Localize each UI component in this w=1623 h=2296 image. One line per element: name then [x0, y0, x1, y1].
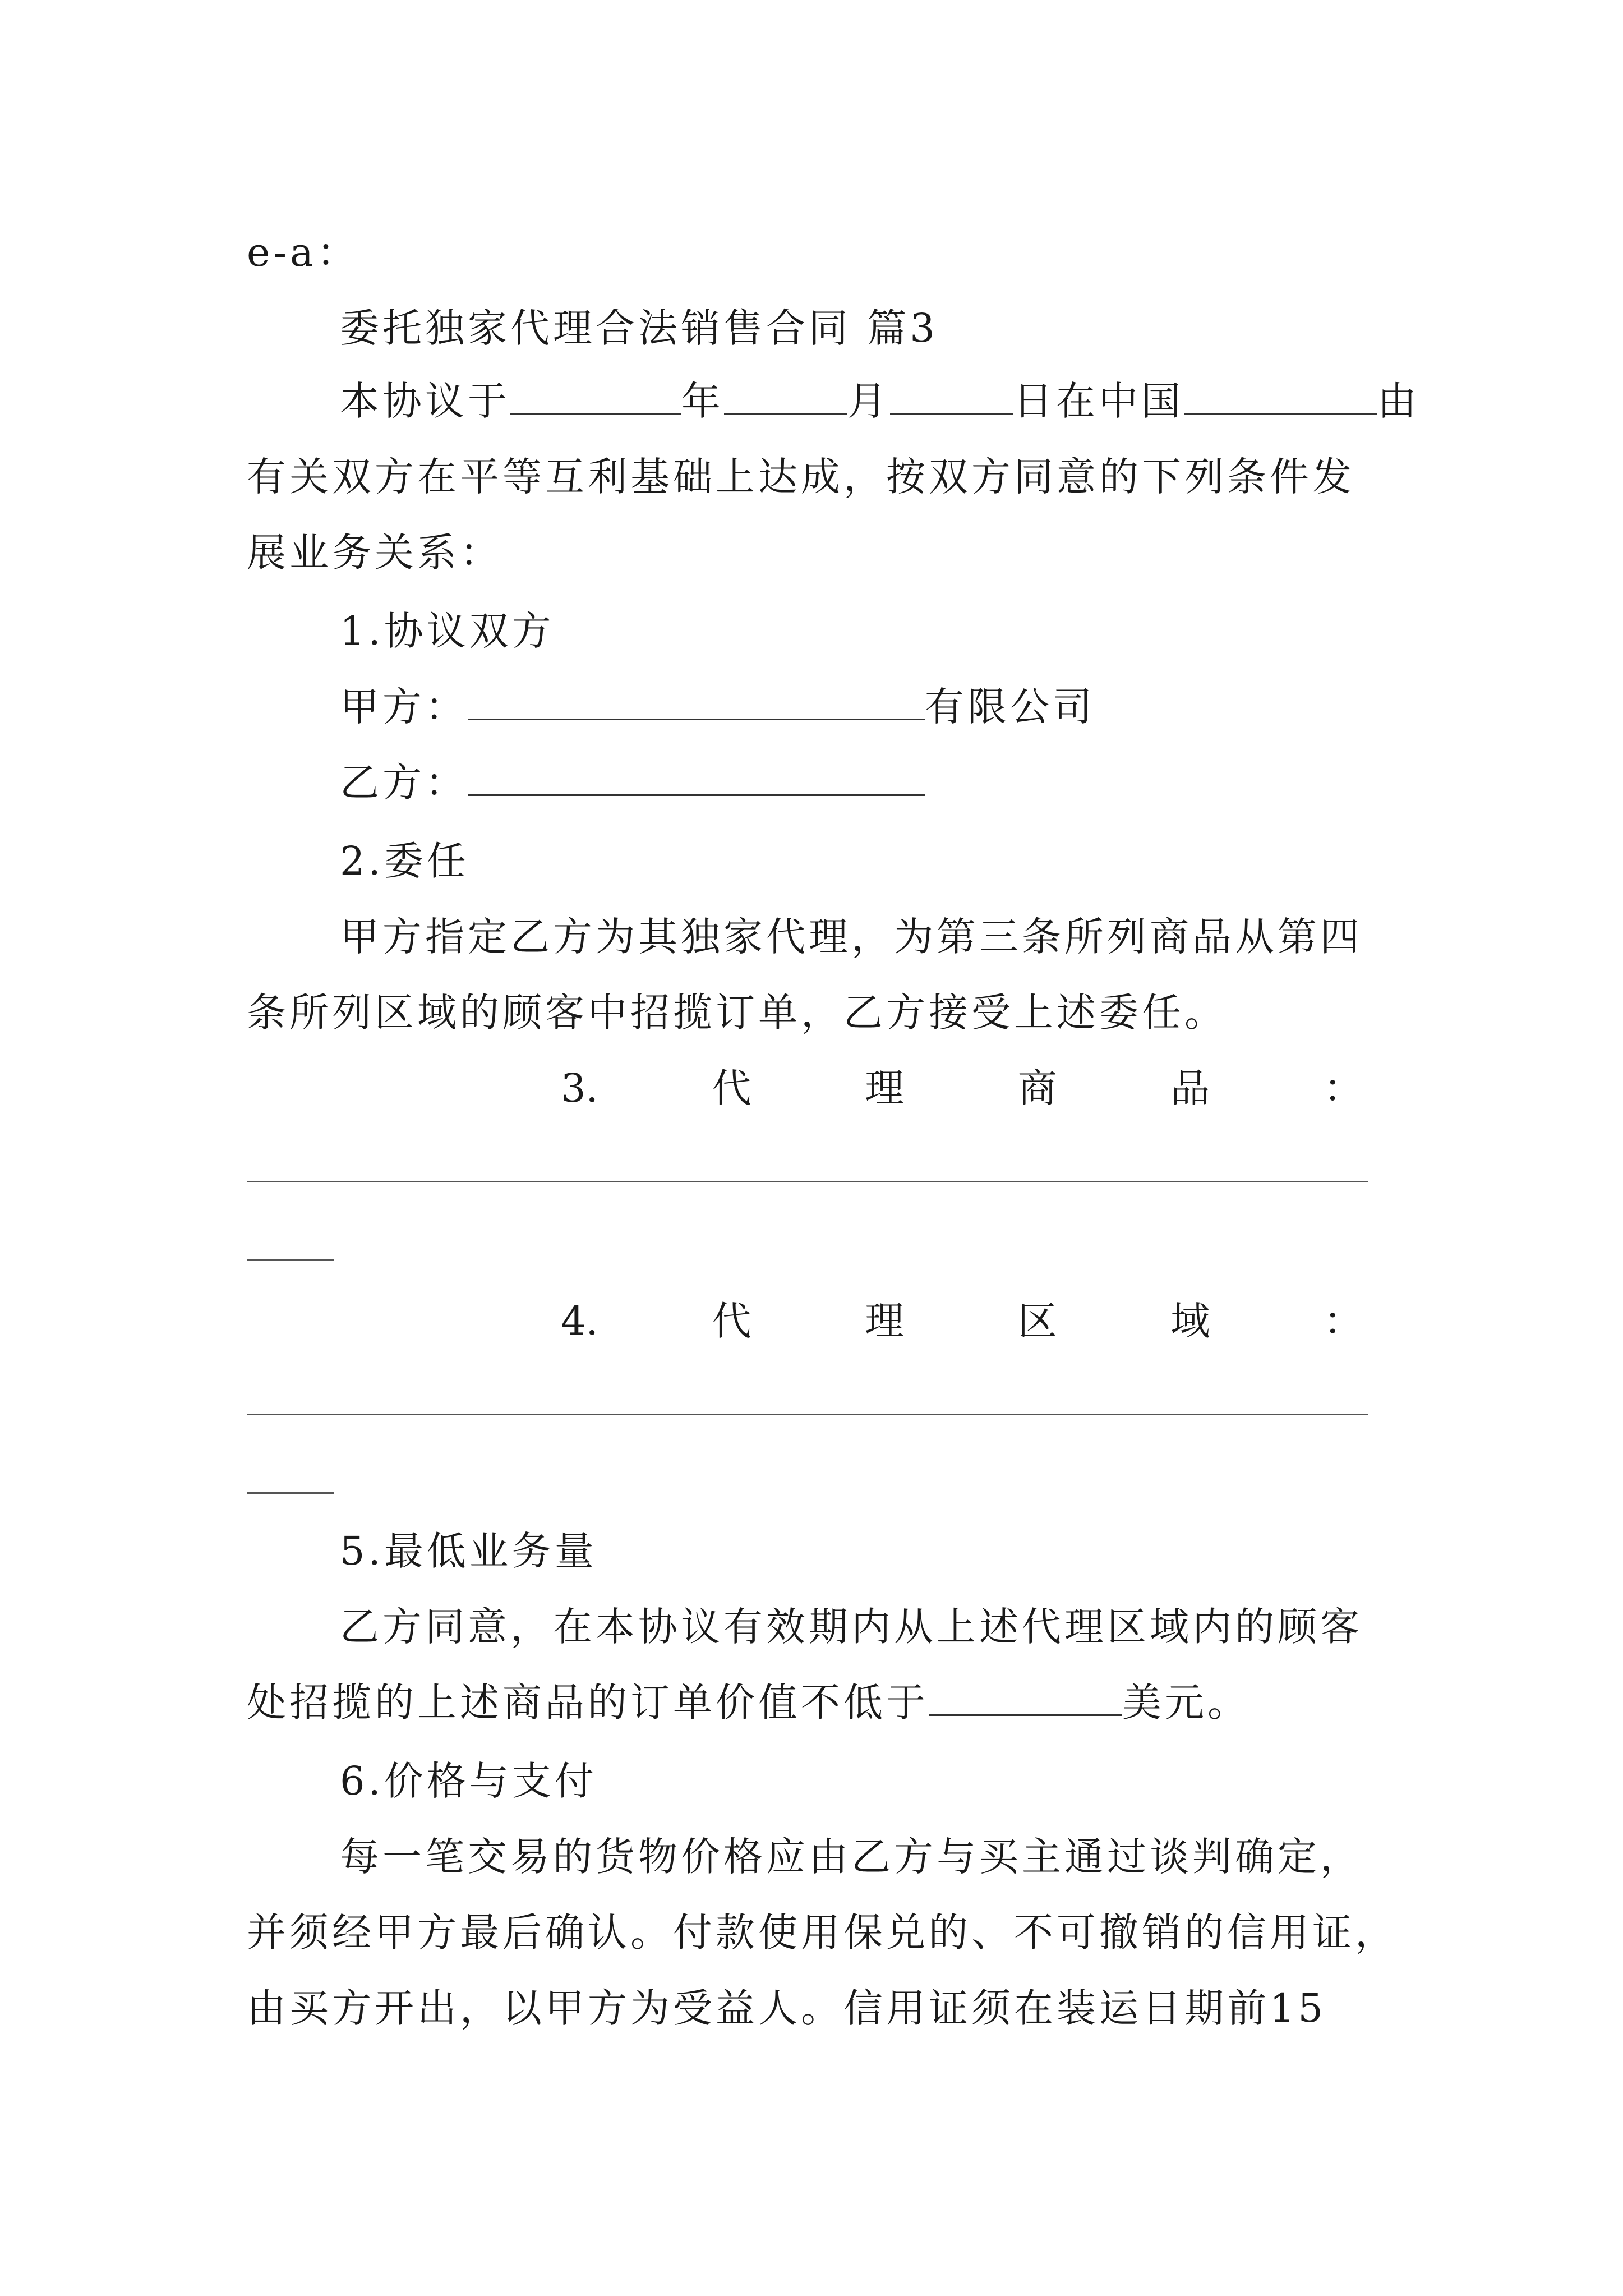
paragraph-line: 乙方同意，在本协议有效期内从上述代理区域内的顾客: [340, 1604, 1363, 1650]
paragraph-line: 甲方指定乙方为其独家代理，为第三条所列商品从第四: [340, 914, 1363, 960]
party-a-blank: [468, 679, 925, 720]
place-blank: [1184, 374, 1377, 415]
text-segment: 美元。: [1122, 1680, 1250, 1726]
heading-char: 理: [865, 1298, 905, 1344]
paragraph-line: 由买方开出，以甲方为受益人。信用证须在装运日期前15: [247, 1985, 1327, 2031]
heading-char: 区: [1017, 1298, 1057, 1344]
text-segment: 处招揽的上述商品的订单价值不低于: [247, 1680, 929, 1726]
text-segment: 由: [1377, 378, 1420, 424]
year-blank: [510, 374, 681, 415]
minimum-amount-line: [247, 1674, 1380, 1731]
section-heading-parties: 1.协议双方: [340, 608, 555, 654]
paragraph-line: 并须经甲方最后确认。付款使用保兑的、不可撤销的信用证，: [247, 1910, 1398, 1955]
paragraph-line: 有关双方在平等互利基础上达成，按双方同意的下列条件发: [247, 454, 1355, 500]
party-a-suffix: 有限公司: [925, 684, 1095, 730]
party-b-line: [340, 754, 1473, 811]
party-b-blank: [468, 755, 925, 796]
paragraph-line: 展业务关系：: [247, 530, 502, 576]
month-blank: [724, 374, 847, 415]
section-heading-minimum: 5.最低业务量: [340, 1528, 597, 1574]
section-heading-territory: [561, 1293, 1363, 1349]
text-segment: 年: [681, 378, 724, 424]
heading-char: 域: [1170, 1298, 1210, 1344]
section-heading-products: [561, 1060, 1363, 1116]
section-heading-price: 6.价格与支付: [340, 1758, 597, 1804]
heading-char: 代: [712, 1298, 751, 1344]
heading-char: 4.: [561, 1298, 598, 1344]
day-blank: [890, 374, 1013, 415]
party-a-line: [340, 679, 1473, 735]
document-title: 委托独家代理合法销售合同 篇3: [340, 305, 938, 351]
heading-char: ：: [1324, 1065, 1363, 1111]
heading-char: 3.: [561, 1065, 598, 1111]
party-a-label: 甲方：: [340, 684, 468, 730]
amount-blank: [929, 1675, 1122, 1716]
products-blank-continuation: [247, 1259, 334, 1261]
territory-blank-continuation: [247, 1492, 334, 1494]
text-line-ea: e-a：: [247, 229, 359, 275]
products-blank: [247, 1181, 1368, 1182]
paragraph-line: 条所列区域的顾客中招揽订单，乙方接受上述委任。: [247, 990, 1227, 1036]
heading-char: 代: [712, 1065, 751, 1111]
heading-char: 理: [865, 1065, 905, 1111]
territory-blank: [247, 1414, 1368, 1415]
text-segment: 月: [847, 378, 890, 424]
agreement-date-line: [340, 373, 1473, 429]
section-heading-appointment: 2.委任: [340, 838, 469, 884]
text-segment: 本协议于: [340, 378, 510, 424]
paragraph-line: 每一笔交易的货物价格应由乙方与买主通过谈判确定，: [340, 1834, 1363, 1880]
heading-char: 商: [1017, 1065, 1057, 1111]
heading-char: 品: [1170, 1065, 1210, 1111]
party-b-label: 乙方：: [340, 760, 468, 806]
text-segment: 日在中国: [1013, 378, 1184, 424]
heading-char: ：: [1324, 1298, 1363, 1344]
